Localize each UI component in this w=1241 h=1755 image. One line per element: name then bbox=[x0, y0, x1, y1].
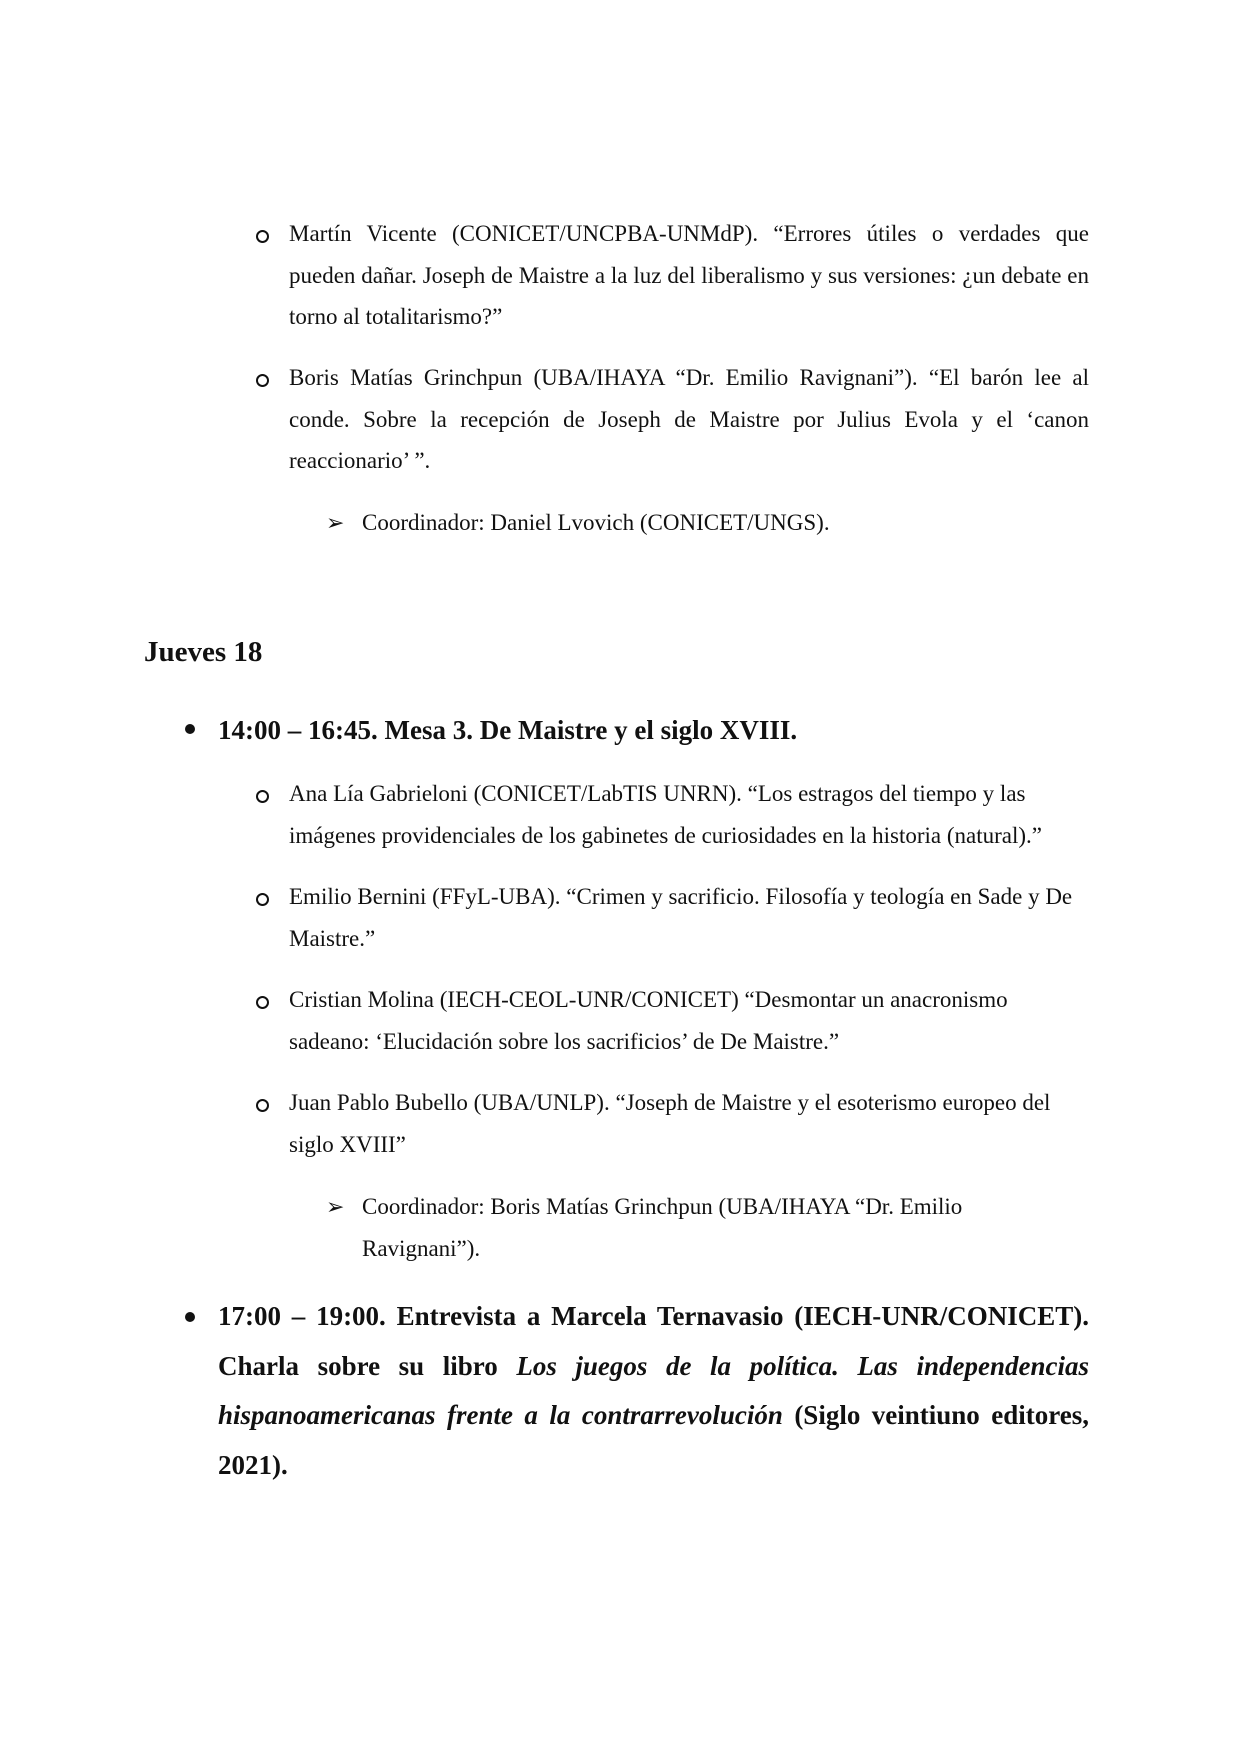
session-description-publisher: (Siglo veintiuno editores, 2021). bbox=[218, 1400, 1089, 1480]
day-heading: Jueves 18 bbox=[144, 636, 263, 668]
filled-dot-bullet-icon bbox=[185, 1312, 195, 1322]
coordinator-text: Coordinador: Daniel Lvovich (CONICET/UNGS). bbox=[362, 510, 830, 535]
hollow-circle-bullet-icon bbox=[256, 996, 269, 1009]
presentation-item: Ana Lía Gabrieloni (CONICET/LabTIS UNRN). “Los estragos del tiempo y las imágenes providenciales de los gabinetes de curiosidades en la historia (natural).” bbox=[289, 781, 1042, 848]
hollow-circle-bullet-icon bbox=[256, 374, 269, 387]
session-description bbox=[218, 1292, 1089, 1490]
arrow-bullet-icon: ➢ bbox=[326, 1194, 345, 1219]
hollow-circle-bullet-icon bbox=[256, 790, 269, 803]
session-title: 14:00 – 16:45. Mesa 3. De Maistre y el siglo XVIII. bbox=[218, 715, 798, 745]
presentation-item: Cristian Molina (IECH-CEOL-UNR/CONICET) “Desmontar un anacronismo sadeano: ‘Elucidación sobre los sacrificios’ de De Maistre.” bbox=[289, 987, 1008, 1054]
arrow-bullet-icon: ➢ bbox=[326, 510, 345, 535]
presentation-item: Martín Vicente (CONICET/UNCPBA-UNMdP). “Errores útiles o verdades que pueden dañar. Joseph de Maistre a la luz del liberalismo y sus versiones: ¿un debate en torno al totalitarismo?” bbox=[289, 221, 1089, 329]
hollow-circle-bullet-icon bbox=[256, 230, 269, 243]
hollow-circle-bullet-icon bbox=[256, 893, 269, 906]
session-description-text: 17:00 – 19:00. Entrevista a Marcela Ternavasio (IECH-UNR/CONICET). Charla sobre su libro bbox=[218, 1301, 1089, 1381]
presentation-item: Juan Pablo Bubello (UBA/UNLP). “Joseph de Maistre y el esoterismo europeo del siglo XVIII” bbox=[289, 1090, 1051, 1157]
hollow-circle-bullet-icon bbox=[256, 1099, 269, 1112]
coordinator-text: Coordinador: Boris Matías Grinchpun (UBA/IHAYA “Dr. Emilio Ravignani”). bbox=[362, 1194, 963, 1261]
presentation-item: Emilio Bernini (FFyL-UBA). “Crimen y sacrificio. Filosofía y teología en Sade y De Maistre.” bbox=[289, 884, 1073, 951]
filled-dot-bullet-icon bbox=[185, 724, 195, 734]
presentation-item: Boris Matías Grinchpun (UBA/IHAYA “Dr. Emilio Ravignani”). “El barón lee al conde. Sobre la recepción de Joseph de Maistre por Julius Evola y el ‘canon reaccionario’ ”. bbox=[289, 365, 1089, 473]
book-title: Los juegos de la política. Las independencias hispanoamericanas frente a la contrarrevolución bbox=[218, 1350, 1090, 1430]
